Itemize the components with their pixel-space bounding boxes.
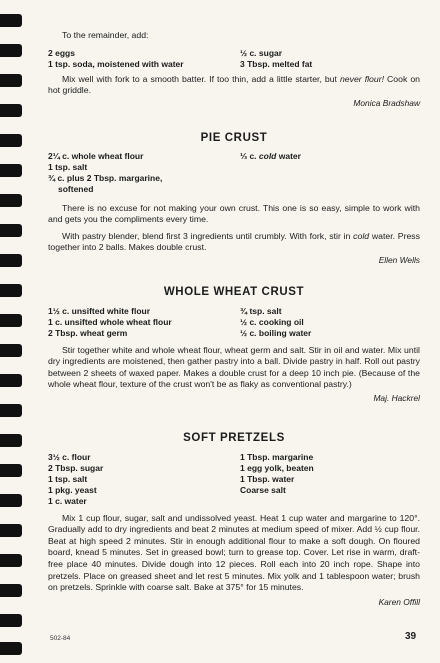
- intro-ingredients: [48, 48, 420, 70]
- ingredient: ⅓ c. cold water: [240, 150, 301, 161]
- ingredient: 1 c. unsifted whole wheat flour: [48, 316, 172, 327]
- recipe-author: Ellen Wells: [378, 254, 420, 265]
- recipe-title: SOFT PRETZELS: [183, 432, 285, 444]
- ingredient: 2¼ c. whole wheat flour: [48, 150, 144, 161]
- ingredient: 1 Tbsp. water: [240, 473, 295, 484]
- ingredient: 3 Tbsp. melted fat: [240, 58, 313, 69]
- page-number: 39: [405, 631, 417, 642]
- recipe-title: PIE CRUST: [200, 132, 268, 144]
- ingredient: ½ c. cooking oil: [240, 316, 304, 327]
- intro-directions: Mix well with fork to a smooth batter. If too thin, add a little starter, but never flour! Cook on hot griddle.: [48, 73, 420, 96]
- ingredient: 1 tsp. salt: [48, 473, 88, 484]
- recipe-author: Monica Bradshaw: [353, 97, 420, 108]
- spiral-binding: [0, 0, 26, 663]
- recipe-soft-pretzels: [48, 433, 420, 608]
- intro-text: To the remainder, add:: [62, 30, 149, 40]
- ingredient: 1 c. water: [48, 495, 87, 506]
- ingredient: 3½ c. flour: [48, 451, 91, 462]
- recipe-directions: With pastry blender, blend first 3 ingredients until crumbly. With fork, stir in cold water. Press together into 2 balls. Makes double crust.: [48, 230, 420, 253]
- cookbook-page: [48, 0, 420, 663]
- ingredient: ½ c. sugar: [240, 47, 283, 58]
- recipe-whole-wheat-crust: [48, 287, 420, 405]
- ingredient: 2 eggs: [48, 47, 75, 58]
- ingredient: ¾ c. plus 2 Tbsp. margarine,: [48, 172, 163, 183]
- ingredient: softened: [58, 183, 94, 194]
- recipe-title: WHOLE WHEAT CRUST: [163, 286, 305, 298]
- recipe-intro-text: There is no excuse for not making your own crust. This one is so easy, simple to work with and gets you the compliments every time.: [48, 202, 420, 225]
- ingredient: 1½ c. unsifted white flour: [48, 305, 151, 316]
- recipe-author: Maj. Hackrel: [373, 392, 420, 403]
- recipe-pie-crust: [48, 133, 420, 267]
- ingredient: 1 egg yolk, beaten: [240, 462, 314, 473]
- ingredient: 1 tsp. salt: [48, 161, 88, 172]
- pie-crust-ingredients: [48, 151, 420, 195]
- whole-wheat-crust-ingredients: [48, 306, 420, 339]
- ingredient: ¾ tsp. salt: [240, 305, 282, 316]
- ingredient: 1 Tbsp. margarine: [240, 451, 314, 462]
- ingredient: 2 Tbsp. sugar: [48, 462, 104, 473]
- recipe-author: Karen Offill: [378, 596, 420, 607]
- ingredient: ½ c. boiling water: [240, 327, 312, 338]
- continued-recipe: [48, 30, 420, 109]
- footer-code: 502-84: [50, 635, 71, 642]
- ingredient: 1 tsp. soda, moistened with water: [48, 58, 184, 69]
- ingredient: Coarse salt: [240, 484, 286, 495]
- recipe-directions: Stir together white and whole wheat flour, wheat germ and salt. Stir in oil and water. Mix until dry ingredients are moistened, then gather pastry into a ball. Divide pastry in half. Roll out pastry between 2 sheets of waxed paper. Makes a double crust for a deep 10 inch pie. (Because of the whole wheat flour, texture of the crust won't be as flaky as conventional pastry.): [48, 344, 420, 390]
- ingredient: 1 pkg. yeast: [48, 484, 97, 495]
- soft-pretzels-ingredients: [48, 452, 420, 507]
- ingredient: 2 Tbsp. wheat germ: [48, 327, 128, 338]
- recipe-directions: Mix 1 cup flour, sugar, salt and undissolved yeast. Heat 1 cup water and margarine to 120°. Gradually add to dry ingredients and beat 2 minutes at medium speed of mixer. Add ½ cup flour. Beat at high speed 2 minutes. Stir in enough additional flour to make a soft dough. On floured board, knead 5 minutes. Set in greased bowl; turn to grease top. Cover. Let rise in warm, draft-free place 40 minutes. Divide dough into 12 pieces. Roll each into 20 inch rope. Shape into pretzels. Place on greased sheet and let rest 5 minutes. Mix yolk and 1 tablespoon water; brush on pretzels. Sprinkle with coarse salt. Bake at 375° for 15 minutes.: [48, 512, 420, 593]
